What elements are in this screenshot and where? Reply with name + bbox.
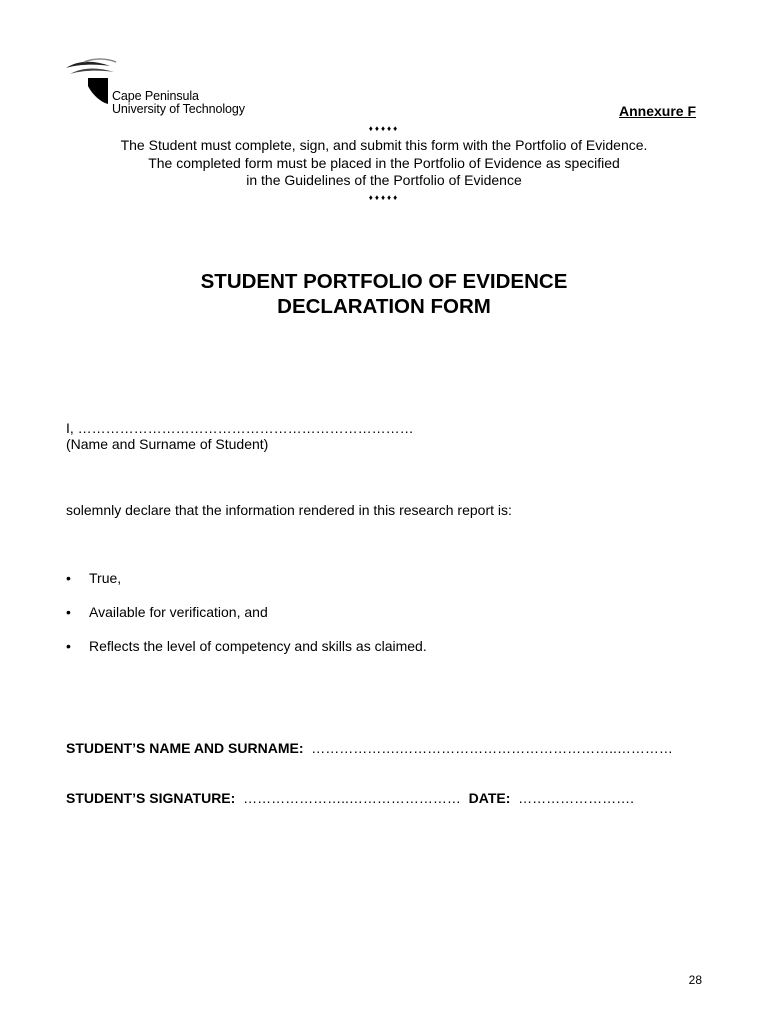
form-title [0, 269, 768, 319]
declaration-list [66, 570, 427, 672]
instruction-line-1: The Student must complete, sign, and submit this form with the Portfolio of Evidence. [120, 137, 648, 153]
page-number: 28 [688, 973, 702, 987]
signature-label: STUDENT’S SIGNATURE: [66, 790, 236, 806]
list-item-text: Reflects the level of competency and skills as claimed. [89, 638, 427, 654]
logo-line-1: Cape Peninsula [112, 89, 199, 103]
title-line-2: DECLARATION FORM [277, 295, 491, 318]
logo-line-2: University of Technology [112, 102, 245, 116]
university-logo [64, 58, 264, 120]
list-item [66, 604, 427, 638]
instruction-line-3: in the Guidelines of the Portfolio of Evidence [246, 172, 522, 188]
student-name-caption: (Name and Surname of Student) [66, 436, 269, 452]
instruction-line-2: The completed form must be placed in the Portfolio of Evidence as specified [148, 154, 620, 171]
bullet-icon: • [66, 570, 71, 586]
list-item-text: Available for verification, and [89, 604, 268, 620]
name-surname-label: STUDENT’S NAME AND SURNAME: [66, 740, 304, 756]
university-name [112, 90, 245, 116]
declaration-statement: solemnly declare that the information rendered in this research report is: [66, 502, 512, 518]
instructions [0, 137, 768, 190]
date-label: DATE: [468, 790, 511, 806]
diamond-divider-top: ♦♦♦♦♦ [368, 124, 400, 133]
list-item [66, 570, 427, 604]
bullet-icon: • [66, 604, 71, 620]
signature-row [66, 790, 634, 807]
name-surname-field[interactable]: ……………….………………………………………..………… [311, 740, 673, 756]
name-surname-row [66, 740, 673, 757]
annexure-label: Annexure F [618, 103, 696, 119]
bullet-icon: • [66, 638, 71, 654]
date-field[interactable]: ……………………. [518, 790, 635, 806]
list-item-text: True, [89, 570, 122, 586]
student-name-field[interactable]: I, ……………………………………………………………… [66, 420, 414, 436]
list-item [66, 638, 427, 672]
title-line-1: STUDENT PORTFOLIO OF EVIDENCE [200, 270, 568, 293]
diamond-divider-bottom: ♦♦♦♦♦ [368, 193, 400, 202]
signature-field[interactable]: …………………..…………………… [243, 790, 461, 806]
